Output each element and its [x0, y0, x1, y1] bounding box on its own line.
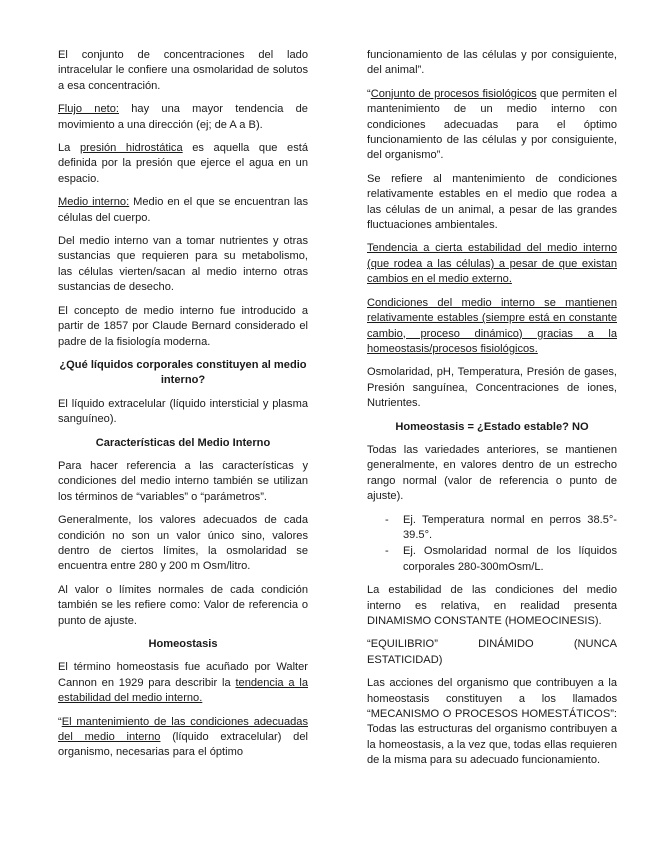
quote2-rest: que permiten el mantenimiento de un medio interno con condiciones adecuadas para el óptimo funcionamiento de las células y por consiguiente, del organismo”.: [367, 87, 617, 162]
term-flujo-neto: Flujo neto:: [58, 103, 119, 116]
paragraph-homeocinesis: La estabilidad de las condiciones del medio interno es relativa, en realidad presenta DINAMISMO CONSTANTE (HOMEOCINESIS).: [367, 584, 617, 627]
paragraph-rango-normal: Todas las variedades anteriores, se mantienen generalmente, en valores dentro de un estrecho rango normal (valor de referencia o punto de ajuste).: [367, 443, 617, 503]
paragraph-mecanismos: Las acciones del organismo que contribuyen a la homeostasis constituyen a los llamados “MECANISMO O PROCESOS HOMESTÁTICOS”: Todas las estructuras del organismo contribuyen a la homeostasis, a la vez que, todas ellas requieren de la misma para su adecuado funcionamiento.: [367, 677, 617, 767]
quote-open: “: [58, 715, 62, 728]
definition-flujo-neto: hay una mayor tendencia de movimiento a una dirección (ej; de A a B).: [58, 103, 308, 131]
paragraph-liquido-extracelular: El líquido extracelular (líquido intersticial y plasma sanguíneo).: [58, 397, 308, 426]
dash-bullet: -: [385, 513, 389, 526]
heading-liquidos-corporales: ¿Qué líquidos corporales constituyen al medio interno?: [59, 358, 307, 387]
paragraph-claude-bernard: El concepto de medio interno fue introducido a partir de 1857 por Claude Bernard considerado el padre de la fisiología moderna.: [58, 304, 308, 348]
cannon-text: El término homeostasis fue acuñado por Walter Cannon en 1929 para describir la: [58, 661, 308, 689]
quote-underlined: El mantenimiento de las condiciones adecuadas del medio interno: [58, 715, 308, 744]
list-item-text: Ej. Temperatura normal en perros 38.5°- 39.5°.: [403, 513, 617, 541]
paragraph-walter-cannon: [58, 660, 308, 706]
paragraph-quote-mantenimiento: [58, 715, 308, 761]
paragraph-variables-lista: Osmolaridad, pH, Temperatura, Presión de gases, Presión sanguínea, Concentraciones de iones, Nutrientes.: [367, 366, 617, 410]
paragraph-equilibrio-dinamico: “EQUILIBRIO” DINÁMIDO (NUNCA ESTATICIDAD): [367, 638, 617, 666]
list-item: [385, 513, 617, 544]
cannon-underlined: tendencia a la estabilidad del medio interno.: [58, 676, 308, 705]
presion-prefix: La: [58, 142, 80, 155]
list-item: [385, 544, 617, 575]
paragraph-flujo-neto: [58, 102, 308, 133]
heading-homeostasis: Homeostasis: [148, 638, 218, 650]
right-column: [367, 48, 617, 777]
paragraph-quote-procesos: [367, 87, 617, 164]
quote2-open: “: [367, 87, 371, 100]
left-column: [58, 48, 308, 769]
list-item-text: Ej. Osmolaridad normal de los líquidos corporales 280-300mOsm/L.: [403, 545, 617, 573]
paragraph-osmolaridad: El conjunto de concentraciones del lado intracelular le confiere una osmolaridad de solutos a esa concentración.: [58, 49, 308, 92]
paragraph-variables: Para hacer referencia a las características y condiciones del medio interno también se utilizan los términos de “variables” o “parámetros”.: [58, 459, 308, 503]
dash-bullet: -: [385, 545, 389, 558]
definition-medio-interno: Medio en el que se encuentran las células del cuerpo.: [58, 196, 308, 224]
paragraph-nutrientes: Del medio interno van a tomar nutrientes y otras sustancias que requieren para su metabolismo, las células vierten/sacan al medio interno otras sustancias de desecho.: [58, 235, 308, 294]
paragraph-valor-referencia: Al valor o límites normales de cada condición también se les refiere como: Valor de referencia o punto de ajuste.: [58, 583, 308, 627]
paragraph-condiciones-estables: Se refiere al mantenimiento de condiciones relativamente estables en el medio que rodea a las células de un animal, a pesar de las grandes fluctuaciones ambientales.: [367, 172, 617, 232]
paragraph-condiciones-medio: Condiciones del medio interno se mantienen relativamente estables (siempre está en constante cambio, proceso dinámico) gracias a la homeostasis/procesos fisiológicos.: [367, 296, 617, 355]
paragraph-valores-adecuados: Generalmente, los valores adecuados de cada condición no son un valor único sino, valores dentro de ciertos límites, la osmolaridad se encuentra entre 280 y 200 m Osm/litro.: [58, 514, 308, 573]
paragraph-quote-continuation: funcionamiento de las células y por consiguiente, del animal”.: [367, 49, 617, 77]
paragraph-tendencia: Tendencia a cierta estabilidad del medio interno (que rodea a las células) a pesar de que existan cambios en el medio externo.: [367, 242, 617, 286]
term-medio-interno: Medio interno:: [58, 196, 130, 209]
paragraph-presion-hidrostatica: [58, 141, 308, 187]
quote2-underlined: Conjunto de procesos fisiológicos: [370, 87, 537, 100]
heading-caracteristicas: Características del Medio Interno: [95, 436, 271, 449]
term-presion-hidrostatica: presión hidrostática: [79, 142, 183, 155]
definition-presion-hidrostatica: es aquella que está definida por la presión que ejerce el agua en un espacio.: [58, 142, 308, 185]
examples-list: [367, 513, 617, 576]
quote-rest: (líquido extracelular) del organismo, necesarias para el óptimo: [58, 731, 308, 759]
heading-estado-estable: Homeostasis = ¿Estado estable? NO: [395, 420, 589, 433]
paragraph-medio-interno: [58, 195, 308, 226]
